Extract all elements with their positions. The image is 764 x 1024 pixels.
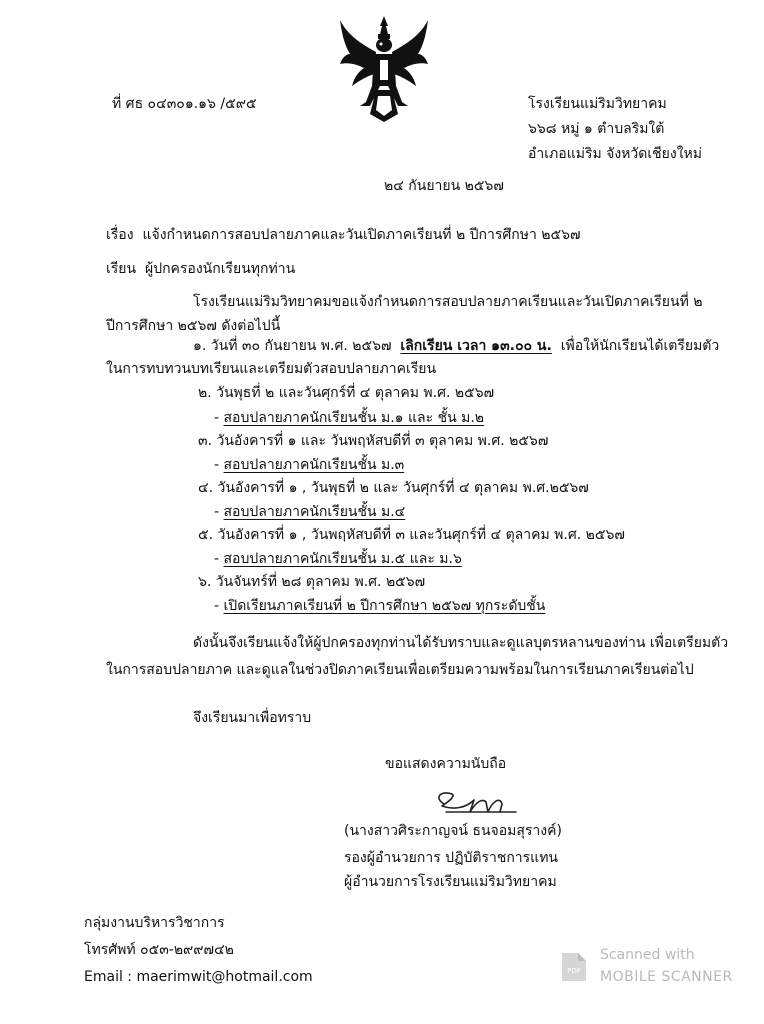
- watermark-line-2: MOBILE SCANNER: [600, 969, 733, 985]
- contact-phone: โทรศัพท์ ๐๕๓-๒๙๙๗๔๒: [84, 942, 234, 958]
- recipient-text: ผู้ปกครองนักเรียนทุกท่าน: [144, 261, 296, 277]
- item-5-exam-detail: สอบปลายภาคนักเรียนชั้น ม.๕ และ ม.๖: [223, 551, 462, 567]
- schedule-item-5-detail: - สอบปลายภาคนักเรียนชั้น ม.๕ และ ม.๖: [214, 551, 462, 567]
- school-address-line-2: อำเภอแม่ริม จังหวัดเชียงใหม่: [528, 146, 702, 162]
- intro-paragraph-line-1: โรงเรียนแม่ริมวิทยาคมขอแจ้งกำหนดการสอบปลายภาคเรียนและวันเปิดภาคเรียนที่ ๒: [193, 294, 703, 310]
- schedule-item-3: ๓. วันอังคารที่ ๑ และ วันพฤหัสบดีที่ ๓ ตุลาคม พ.ศ. ๒๕๖๗: [198, 433, 549, 449]
- schedule-item-6-detail: - เปิดเรียนภาคเรียนที่ ๒ ปีการศึกษา ๒๕๖๗ ทุกระดับชั้น: [214, 598, 546, 614]
- reference-number: ที่ ศธ ๐๔๓๐๑.๑๖ /๕๙๕: [112, 96, 257, 112]
- contact-email: Email : maerimwit@hotmail.com: [84, 969, 313, 985]
- schedule-item-2-detail: - สอบปลายภาคนักเรียนชั้น ม.๑ และ ชั้น ม.๒: [214, 410, 485, 426]
- pdf-document-icon: [560, 951, 588, 983]
- item-3-exam-detail: สอบปลายภาคนักเรียนชั้น ม.๓: [223, 457, 405, 473]
- salutation: ขอแสดงความนับถือ: [385, 756, 507, 772]
- item-4-exam-detail: สอบปลายภาคนักเรียนชั้น ม.๔: [223, 504, 406, 520]
- school-address-line-1: ๖๖๘ หมู่ ๑ ตำบลริมใต้: [528, 121, 665, 137]
- subject-label: เรื่อง: [106, 227, 134, 243]
- recipient-label: เรียน: [106, 261, 137, 277]
- department-name: กลุ่มงานบริหารวิชาการ: [84, 915, 225, 931]
- schedule-item-4: ๔. วันอังคารที่ ๑ , วันพุธที่ ๒ และ วันศุกร์ที่ ๔ ตุลาคม พ.ศ.๒๕๖๗: [198, 480, 589, 496]
- subject-text: แจ้งกำหนดการสอบปลายภาคและวันเปิดภาคเรียนที่ ๒ ปีการศึกษา ๒๕๖๗: [142, 227, 581, 243]
- item-1-purpose: เพื่อให้นักเรียนได้เตรียมตัว: [560, 338, 720, 354]
- closing-statement: จึงเรียนมาเพื่อทราบ: [193, 710, 312, 726]
- signer-name: (นางสาวศิระกาญจน์ ธนจอมสุรางค์): [344, 823, 562, 839]
- closing-paragraph-line-1: ดังนั้นจึงเรียนแจ้งให้ผู้ปกครองทุกท่านได้รับทราบและดูแลบุตรหลานของท่าน เพื่อเตรียมตัว: [193, 635, 729, 651]
- schedule-item-6: ๖. วันจันทร์ที่ ๒๘ ตุลาคม พ.ศ. ๒๕๖๗: [198, 574, 426, 590]
- pdf-badge-label: PDF: [567, 967, 581, 975]
- signer-position-line-1: รองผู้อำนวยการ ปฏิบัติราชการแทน: [344, 850, 559, 866]
- scanner-watermark: [560, 945, 760, 1005]
- item-1-dismissal-time: เลิกเรียน เวลา ๑๓.๐๐ น.: [400, 338, 552, 354]
- recipient-line: [106, 261, 295, 278]
- watermark-line-1: Scanned with: [600, 947, 695, 963]
- schedule-item-1-continued: ในการทบทวนบทเรียนและเตรียมตัวสอบปลายภาคเรียน: [106, 361, 437, 377]
- school-name: โรงเรียนแม่ริมวิทยาคม: [528, 96, 667, 112]
- garuda-emblem-icon: [336, 14, 432, 124]
- intro-paragraph-line-2: ปีการศึกษา ๒๕๖๗ ดังต่อไปนี้: [106, 318, 281, 334]
- closing-paragraph-line-2: ในการสอบปลายภาค และดูแลในช่วงปิดภาคเรียนเพื่อเตรียมความพร้อมในการเรียนภาคเรียนต่อไป: [106, 662, 694, 678]
- letter-date: ๒๔ กันยายน ๒๕๖๗: [384, 178, 504, 194]
- schedule-item-3-detail: - สอบปลายภาคนักเรียนชั้น ม.๓: [214, 457, 405, 473]
- item-6-term-start-detail: เปิดเรียนภาคเรียนที่ ๒ ปีการศึกษา ๒๕๖๗ ทุกระดับชั้น: [223, 598, 546, 614]
- schedule-item-1: [193, 338, 719, 355]
- item-1-date: ๑. วันที่ ๓๐ กันยายน พ.ศ. ๒๕๖๗: [193, 338, 392, 354]
- signer-position-line-2: ผู้อำนวยการโรงเรียนแม่ริมวิทยาคม: [344, 874, 557, 890]
- schedule-item-5: ๕. วันอังคารที่ ๑ , วันพฤหัสบดีที่ ๓ และวันศุกร์ที่ ๔ ตุลาคม พ.ศ. ๒๕๖๗: [198, 527, 625, 543]
- handwritten-signature-icon: [430, 788, 520, 818]
- subject-line: [106, 227, 581, 244]
- item-2-exam-detail: สอบปลายภาคนักเรียนชั้น ม.๑ และ ชั้น ม.๒: [223, 410, 485, 426]
- schedule-item-4-detail: - สอบปลายภาคนักเรียนชั้น ม.๔: [214, 504, 406, 520]
- schedule-item-2: ๒. วันพุธที่ ๒ และวันศุกร์ที่ ๔ ตุลาคม พ.ศ. ๒๕๖๗: [198, 385, 495, 401]
